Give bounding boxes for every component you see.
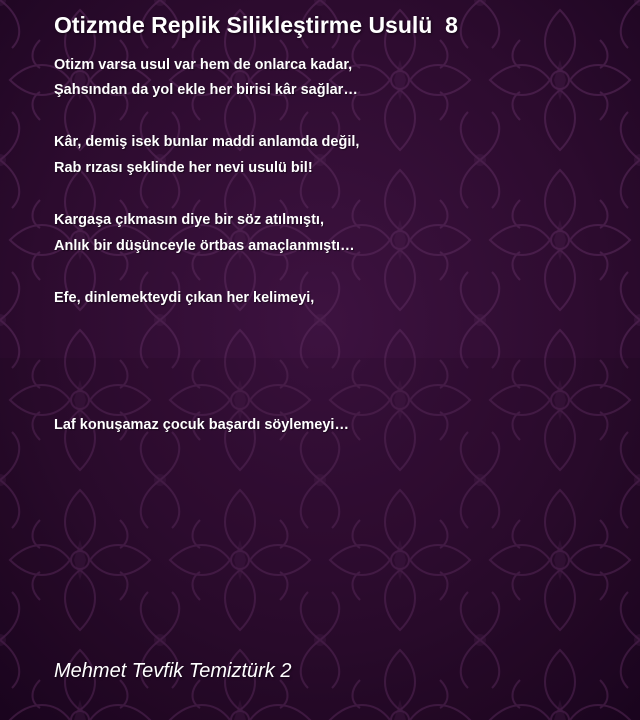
poem-line: Laf konuşamaz çocuk başardı söylemeyi… <box>54 417 349 433</box>
poem-title: Otizmde Replik Silikleştirme Usulü 8 <box>54 12 458 38</box>
poem-line: Kâr, demiş isek bunlar maddi anlamda değil, <box>54 134 360 150</box>
poem-line: Kargaşa çıkmasın diye bir söz atılmıştı, <box>54 212 324 228</box>
poem-line: Otizm varsa usul var hem de onlarca kadar, <box>54 57 353 73</box>
poem-line: Rab rızası şeklinde her nevi usulü bil! <box>54 160 313 176</box>
poem-line: Efe, dinlemekteydi çıkan her kelimeyi, <box>54 290 315 306</box>
poem-line: Anlık bir düşünceyle örtbas amaçlanmıştı… <box>54 238 355 254</box>
poem-line: Şahsından da yol ekle her birisi kâr sağlar… <box>54 82 358 98</box>
poem-author: Mehmet Tevfik Temiztürk 2 <box>54 660 292 682</box>
